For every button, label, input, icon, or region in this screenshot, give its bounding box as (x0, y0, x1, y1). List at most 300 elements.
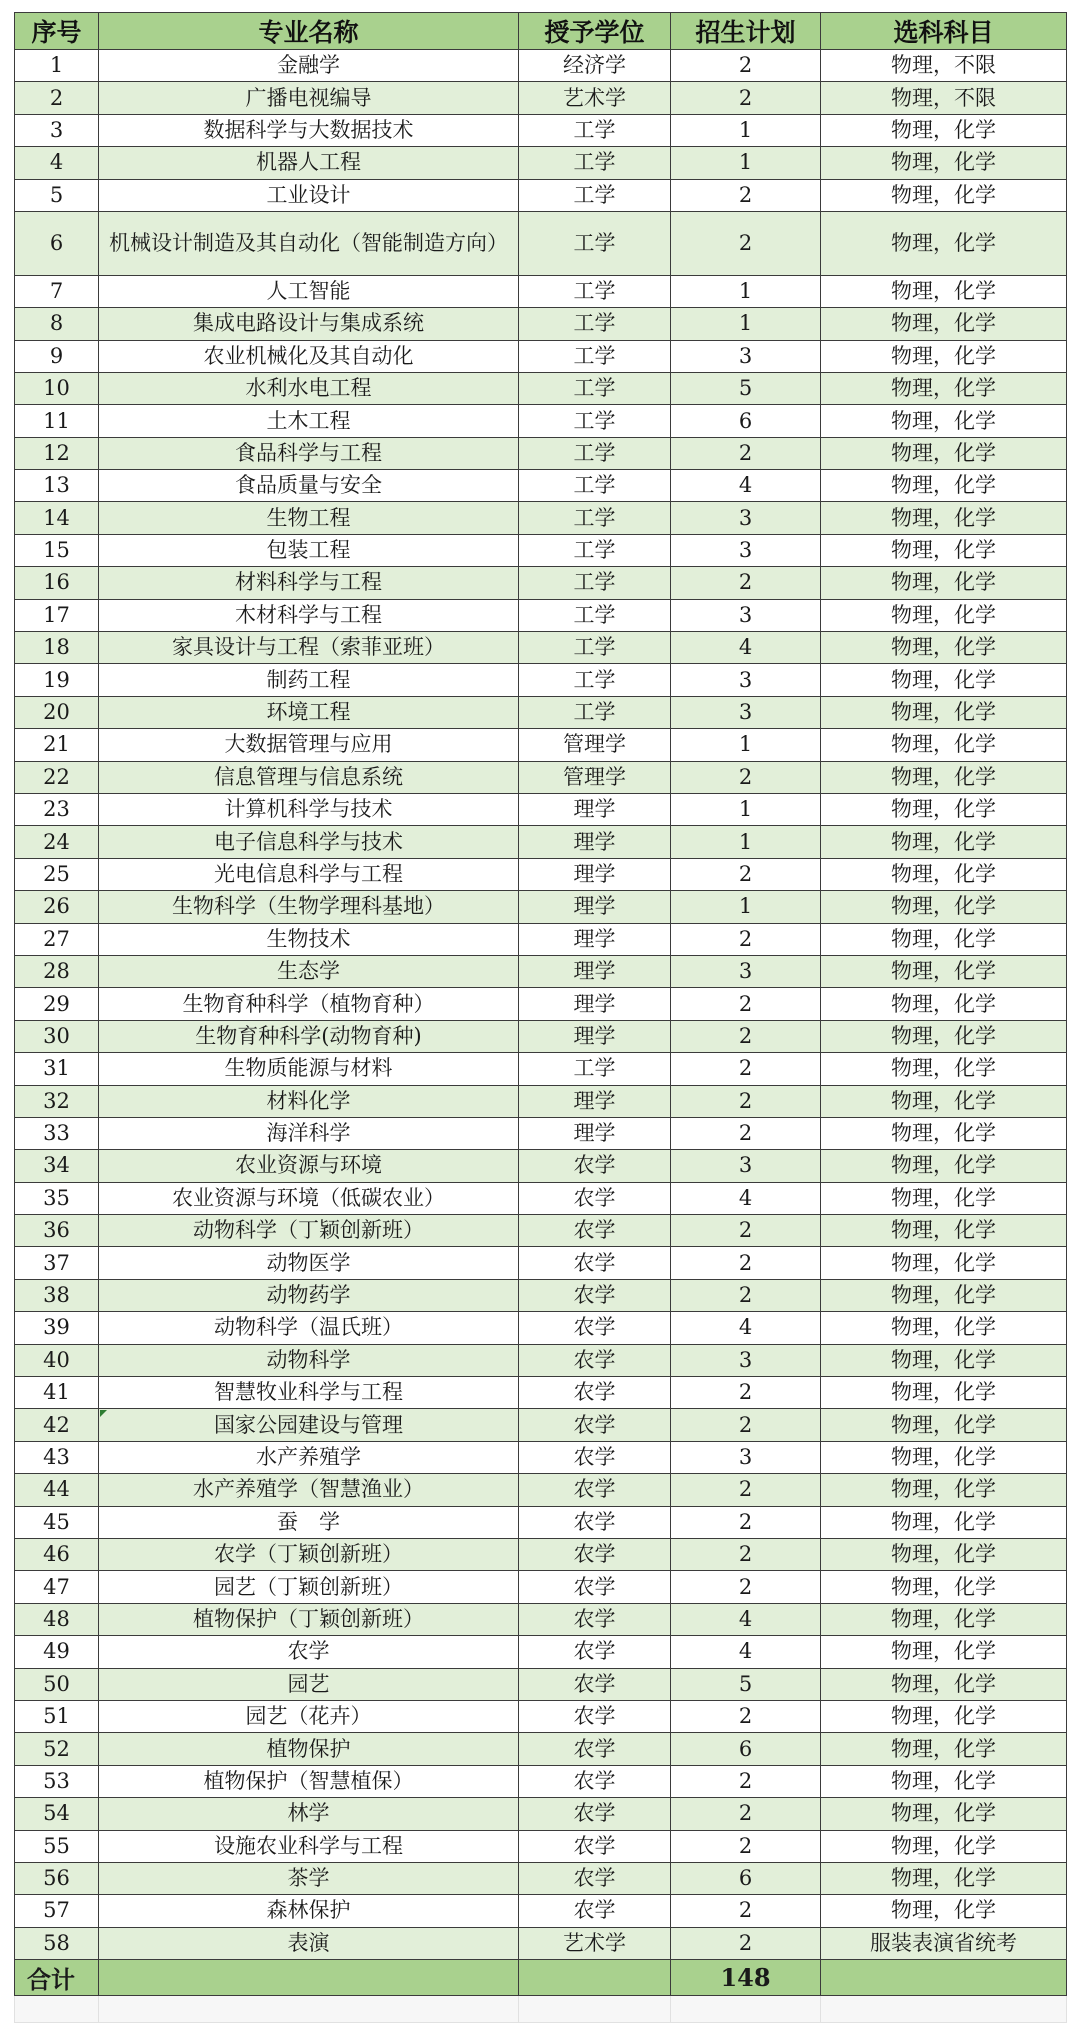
table-row (15, 1247, 1067, 1279)
enrollment-plan-cell[interactable]: 3 (671, 1150, 821, 1182)
row-number-cell[interactable]: 10 (15, 372, 99, 404)
enrollment-plan-cell[interactable]: 1 (671, 891, 821, 923)
major-name-cell[interactable]: 集成电路设计与集成系统 (99, 308, 519, 340)
subjects-cell[interactable]: 物理，化学 (821, 308, 1067, 340)
subjects-cell[interactable]: 物理，化学 (821, 534, 1067, 566)
degree-cell[interactable]: 理学 (519, 1085, 671, 1117)
major-name-cell[interactable]: 植物保护（智慧植保） (99, 1765, 519, 1797)
degree-cell[interactable]: 农学 (519, 1798, 671, 1830)
enrollment-plan-cell[interactable]: 3 (671, 1441, 821, 1473)
empty-cell[interactable] (519, 1996, 671, 2023)
row-number-cell[interactable]: 48 (15, 1603, 99, 1635)
enrollment-plan-cell[interactable]: 6 (671, 405, 821, 437)
enrollment-plan-cell[interactable]: 2 (671, 1571, 821, 1603)
enrollment-plan-cell[interactable]: 3 (671, 696, 821, 728)
major-name-cell[interactable]: 生物工程 (99, 502, 519, 534)
row-number-cell[interactable]: 36 (15, 1215, 99, 1247)
enrollment-plan-cell[interactable]: 2 (671, 1765, 821, 1797)
enrollment-plan-cell[interactable]: 1 (671, 308, 821, 340)
enrollment-plan-cell[interactable]: 2 (671, 50, 821, 82)
subjects-cell[interactable]: 物理，化学 (821, 1441, 1067, 1473)
row-number-cell[interactable]: 38 (15, 1279, 99, 1311)
row-number-cell[interactable]: 40 (15, 1344, 99, 1376)
subjects-cell[interactable]: 物理，化学 (821, 1279, 1067, 1311)
row-number-cell[interactable]: 56 (15, 1862, 99, 1894)
subjects-cell[interactable]: 物理，化学 (821, 502, 1067, 534)
subjects-cell[interactable]: 物理，化学 (821, 1247, 1067, 1279)
enrollment-plan-cell[interactable]: 3 (671, 340, 821, 372)
subjects-cell[interactable]: 物理，化学 (821, 664, 1067, 696)
row-number-cell[interactable]: 43 (15, 1441, 99, 1473)
enrollment-plan-cell[interactable]: 1 (671, 147, 821, 179)
subjects-cell[interactable]: 物理，化学 (821, 1085, 1067, 1117)
subjects-cell[interactable]: 物理，化学 (821, 1182, 1067, 1214)
subjects-cell[interactable]: 物理，化学 (821, 1020, 1067, 1052)
enrollment-plan-cell[interactable]: 3 (671, 1344, 821, 1376)
row-number-cell[interactable]: 52 (15, 1733, 99, 1765)
enrollment-plan-cell[interactable]: 1 (671, 729, 821, 761)
subjects-cell[interactable]: 物理，化学 (821, 1798, 1067, 1830)
enrollment-plan-cell[interactable]: 4 (671, 632, 821, 664)
enrollment-plan-cell[interactable]: 3 (671, 955, 821, 987)
degree-cell[interactable]: 农学 (519, 1603, 671, 1635)
enrollment-plan-cell[interactable]: 2 (671, 1215, 821, 1247)
degree-cell[interactable]: 农学 (519, 1377, 671, 1409)
enrollment-plan-cell[interactable]: 4 (671, 1636, 821, 1668)
major-name-cell[interactable]: 国家公园建设与管理 (99, 1409, 519, 1441)
major-name-cell[interactable]: 食品质量与安全 (99, 470, 519, 502)
major-name-cell[interactable]: 动物医学 (99, 1247, 519, 1279)
enrollment-plan-cell[interactable]: 2 (671, 1927, 821, 1959)
degree-cell[interactable]: 理学 (519, 826, 671, 858)
row-number-cell[interactable]: 30 (15, 1020, 99, 1052)
subjects-cell[interactable]: 物理，化学 (821, 147, 1067, 179)
subjects-cell[interactable]: 物理，化学 (821, 1895, 1067, 1927)
major-name-cell[interactable]: 植物保护（丁颖创新班） (99, 1603, 519, 1635)
row-number-cell[interactable]: 24 (15, 826, 99, 858)
degree-cell[interactable]: 农学 (519, 1668, 671, 1700)
subjects-cell[interactable]: 物理，化学 (821, 1344, 1067, 1376)
major-name-cell[interactable]: 木材科学与工程 (99, 599, 519, 631)
enrollment-plan-cell[interactable]: 2 (671, 1247, 821, 1279)
subjects-cell[interactable]: 物理，不限 (821, 82, 1067, 114)
major-name-cell[interactable]: 土木工程 (99, 405, 519, 437)
major-name-cell[interactable]: 茶学 (99, 1862, 519, 1894)
enrollment-plan-cell[interactable]: 3 (671, 599, 821, 631)
enrollment-plan-cell[interactable]: 2 (671, 988, 821, 1020)
degree-cell[interactable]: 经济学 (519, 50, 671, 82)
subjects-cell[interactable]: 物理，化学 (821, 1117, 1067, 1149)
empty-cell[interactable] (671, 1996, 821, 2023)
enrollment-plan-cell[interactable]: 4 (671, 1182, 821, 1214)
row-number-cell[interactable]: 55 (15, 1830, 99, 1862)
row-number-cell[interactable]: 34 (15, 1150, 99, 1182)
enrollment-plan-cell[interactable]: 4 (671, 1603, 821, 1635)
major-name-cell[interactable]: 植物保护 (99, 1733, 519, 1765)
row-number-cell[interactable]: 3 (15, 114, 99, 146)
enrollment-plan-cell[interactable]: 1 (671, 114, 821, 146)
enrollment-plan-cell[interactable]: 5 (671, 372, 821, 404)
degree-cell[interactable]: 农学 (519, 1538, 671, 1570)
row-number-cell[interactable]: 9 (15, 340, 99, 372)
major-name-cell[interactable]: 大数据管理与应用 (99, 729, 519, 761)
subjects-cell[interactable]: 物理，化学 (821, 923, 1067, 955)
row-number-cell[interactable]: 7 (15, 275, 99, 307)
row-number-cell[interactable]: 23 (15, 794, 99, 826)
row-number-cell[interactable]: 19 (15, 664, 99, 696)
row-number-cell[interactable]: 41 (15, 1377, 99, 1409)
degree-cell[interactable]: 工学 (519, 534, 671, 566)
major-name-cell[interactable]: 包装工程 (99, 534, 519, 566)
degree-cell[interactable]: 农学 (519, 1765, 671, 1797)
row-number-cell[interactable]: 32 (15, 1085, 99, 1117)
degree-cell[interactable]: 农学 (519, 1279, 671, 1311)
degree-cell[interactable]: 农学 (519, 1733, 671, 1765)
degree-cell[interactable]: 艺术学 (519, 82, 671, 114)
row-number-cell[interactable]: 12 (15, 437, 99, 469)
subjects-cell[interactable]: 物理，化学 (821, 1765, 1067, 1797)
row-number-cell[interactable]: 37 (15, 1247, 99, 1279)
subjects-cell[interactable]: 物理，化学 (821, 340, 1067, 372)
major-name-cell[interactable]: 动物科学（温氏班） (99, 1312, 519, 1344)
enrollment-plan-cell[interactable]: 1 (671, 275, 821, 307)
empty-cell[interactable] (15, 1996, 99, 2023)
table-row (15, 923, 1067, 955)
row-number-cell[interactable]: 26 (15, 891, 99, 923)
enrollment-plan-cell[interactable]: 2 (671, 211, 821, 275)
degree-cell[interactable]: 农学 (519, 1636, 671, 1668)
major-name-cell[interactable]: 生态学 (99, 955, 519, 987)
degree-cell[interactable]: 管理学 (519, 729, 671, 761)
row-number-cell[interactable]: 50 (15, 1668, 99, 1700)
row-number-cell[interactable]: 27 (15, 923, 99, 955)
subjects-cell[interactable]: 物理，化学 (821, 826, 1067, 858)
degree-cell[interactable]: 工学 (519, 372, 671, 404)
subjects-cell[interactable]: 物理，化学 (821, 1312, 1067, 1344)
major-name-cell[interactable]: 生物育种科学（植物育种） (99, 988, 519, 1020)
subjects-cell[interactable]: 物理，化学 (821, 372, 1067, 404)
major-name-cell[interactable]: 动物药学 (99, 1279, 519, 1311)
row-number-cell[interactable]: 8 (15, 308, 99, 340)
degree-cell[interactable]: 工学 (519, 405, 671, 437)
table-row (15, 761, 1067, 793)
row-number-cell[interactable]: 29 (15, 988, 99, 1020)
degree-cell[interactable]: 工学 (519, 147, 671, 179)
major-name-cell[interactable]: 广播电视编导 (99, 82, 519, 114)
subjects-cell[interactable]: 物理，化学 (821, 567, 1067, 599)
major-name-cell[interactable]: 水产养殖学 (99, 1441, 519, 1473)
subjects-cell[interactable]: 物理，化学 (821, 1571, 1067, 1603)
degree-cell[interactable]: 农学 (519, 1474, 671, 1506)
subjects-cell[interactable]: 物理，化学 (821, 632, 1067, 664)
row-number-cell[interactable]: 2 (15, 82, 99, 114)
major-name-cell[interactable]: 工业设计 (99, 179, 519, 211)
subjects-cell[interactable]: 服装表演省统考 (821, 1927, 1067, 1959)
major-name-cell[interactable]: 人工智能 (99, 275, 519, 307)
degree-cell[interactable]: 理学 (519, 1020, 671, 1052)
degree-cell[interactable]: 工学 (519, 437, 671, 469)
enrollment-plan-cell[interactable]: 2 (671, 1085, 821, 1117)
major-name-cell[interactable]: 海洋科学 (99, 1117, 519, 1149)
major-name-cell[interactable]: 材料化学 (99, 1085, 519, 1117)
row-number-cell[interactable]: 42 (15, 1409, 99, 1441)
subjects-cell[interactable]: 物理，化学 (821, 794, 1067, 826)
subjects-cell[interactable]: 物理，化学 (821, 1215, 1067, 1247)
empty-cell[interactable] (99, 1996, 519, 2023)
enrollment-plan-cell[interactable]: 2 (671, 1830, 821, 1862)
major-name-cell[interactable]: 林学 (99, 1798, 519, 1830)
degree-cell[interactable]: 工学 (519, 470, 671, 502)
degree-cell[interactable]: 理学 (519, 1117, 671, 1149)
subjects-cell[interactable]: 物理，化学 (821, 955, 1067, 987)
enrollment-plan-cell[interactable]: 4 (671, 1312, 821, 1344)
row-number-cell[interactable]: 25 (15, 858, 99, 890)
major-name-cell[interactable]: 园艺（丁颖创新班） (99, 1571, 519, 1603)
enrollment-plan-cell[interactable]: 2 (671, 179, 821, 211)
degree-cell[interactable]: 工学 (519, 114, 671, 146)
subjects-cell[interactable]: 物理，化学 (821, 1862, 1067, 1894)
degree-cell[interactable]: 农学 (519, 1571, 671, 1603)
enrollment-plan-cell[interactable]: 2 (671, 1474, 821, 1506)
row-number-cell[interactable]: 45 (15, 1506, 99, 1538)
major-name-cell[interactable]: 农业资源与环境（低碳农业） (99, 1182, 519, 1214)
enrollment-plan-cell[interactable]: 2 (671, 437, 821, 469)
major-name-cell[interactable]: 机器人工程 (99, 147, 519, 179)
subjects-cell[interactable]: 物理，化学 (821, 1474, 1067, 1506)
subjects-cell[interactable]: 物理，化学 (821, 179, 1067, 211)
row-number-cell[interactable]: 31 (15, 1053, 99, 1085)
major-name-cell[interactable]: 动物科学（丁颖创新班） (99, 1215, 519, 1247)
major-name-cell[interactable]: 蚕 学 (99, 1506, 519, 1538)
subjects-cell[interactable]: 物理，化学 (821, 761, 1067, 793)
degree-cell[interactable]: 工学 (519, 502, 671, 534)
major-name-cell[interactable]: 水利水电工程 (99, 372, 519, 404)
enrollment-plan-cell[interactable]: 2 (671, 82, 821, 114)
row-number-cell[interactable]: 54 (15, 1798, 99, 1830)
subjects-cell[interactable]: 物理，化学 (821, 114, 1067, 146)
row-number-cell[interactable]: 57 (15, 1895, 99, 1927)
major-name-cell[interactable]: 设施农业科学与工程 (99, 1830, 519, 1862)
degree-cell[interactable]: 工学 (519, 599, 671, 631)
row-number-cell[interactable]: 5 (15, 179, 99, 211)
major-name-cell[interactable]: 农业资源与环境 (99, 1150, 519, 1182)
major-name-cell[interactable]: 园艺 (99, 1668, 519, 1700)
degree-cell[interactable]: 工学 (519, 340, 671, 372)
degree-cell[interactable]: 农学 (519, 1215, 671, 1247)
subjects-cell[interactable]: 物理，化学 (821, 696, 1067, 728)
degree-cell[interactable]: 农学 (519, 1700, 671, 1732)
enrollment-plan-cell[interactable]: 2 (671, 1279, 821, 1311)
degree-cell[interactable]: 工学 (519, 211, 671, 275)
degree-cell[interactable]: 农学 (519, 1506, 671, 1538)
major-name-cell[interactable]: 园艺（花卉） (99, 1700, 519, 1732)
row-number-cell[interactable]: 20 (15, 696, 99, 728)
degree-cell[interactable]: 工学 (519, 632, 671, 664)
row-number-cell[interactable]: 4 (15, 147, 99, 179)
enrollment-plan-cell[interactable]: 2 (671, 1700, 821, 1732)
major-name-cell[interactable]: 金融学 (99, 50, 519, 82)
degree-cell[interactable]: 工学 (519, 1053, 671, 1085)
subjects-cell[interactable]: 物理，化学 (821, 1733, 1067, 1765)
subjects-cell[interactable]: 物理，化学 (821, 599, 1067, 631)
enrollment-plan-cell[interactable]: 1 (671, 794, 821, 826)
subjects-cell[interactable]: 物理，化学 (821, 1603, 1067, 1635)
row-number-cell[interactable]: 6 (15, 211, 99, 275)
row-number-cell[interactable]: 51 (15, 1700, 99, 1732)
degree-cell[interactable]: 艺术学 (519, 1927, 671, 1959)
major-name-cell[interactable]: 生物质能源与材料 (99, 1053, 519, 1085)
enrollment-plan-cell[interactable]: 4 (671, 470, 821, 502)
row-number-cell[interactable]: 58 (15, 1927, 99, 1959)
subjects-cell[interactable]: 物理，化学 (821, 1150, 1067, 1182)
major-name-cell[interactable]: 表演 (99, 1927, 519, 1959)
major-name-cell[interactable]: 制药工程 (99, 664, 519, 696)
subjects-cell[interactable]: 物理，化学 (821, 1506, 1067, 1538)
major-name-cell[interactable]: 计算机科学与技术 (99, 794, 519, 826)
degree-cell[interactable]: 农学 (519, 1830, 671, 1862)
enrollment-plan-cell[interactable]: 2 (671, 1117, 821, 1149)
row-number-cell[interactable]: 49 (15, 1636, 99, 1668)
subjects-cell[interactable]: 物理，化学 (821, 729, 1067, 761)
row-number-cell[interactable]: 28 (15, 955, 99, 987)
row-number-cell[interactable]: 11 (15, 405, 99, 437)
subjects-cell[interactable]: 物理，化学 (821, 1538, 1067, 1570)
major-name-cell[interactable]: 数据科学与大数据技术 (99, 114, 519, 146)
row-number-cell[interactable]: 33 (15, 1117, 99, 1149)
major-name-cell[interactable]: 生物育种科学(动物育种) (99, 1020, 519, 1052)
enrollment-plan-cell[interactable]: 2 (671, 1895, 821, 1927)
subjects-cell[interactable]: 物理，化学 (821, 891, 1067, 923)
degree-cell[interactable]: 理学 (519, 891, 671, 923)
enrollment-plan-cell[interactable]: 2 (671, 1798, 821, 1830)
enrollment-plan-cell[interactable]: 2 (671, 1377, 821, 1409)
empty-cell[interactable] (821, 1996, 1067, 2023)
degree-cell[interactable]: 工学 (519, 308, 671, 340)
major-name-cell[interactable]: 环境工程 (99, 696, 519, 728)
major-name-cell[interactable]: 动物科学 (99, 1344, 519, 1376)
degree-cell[interactable]: 农学 (519, 1344, 671, 1376)
degree-cell[interactable]: 理学 (519, 858, 671, 890)
row-number-cell[interactable]: 22 (15, 761, 99, 793)
row-number-cell[interactable]: 15 (15, 534, 99, 566)
enrollment-plan-cell[interactable]: 5 (671, 1668, 821, 1700)
table-row (15, 1182, 1067, 1214)
major-name-cell[interactable]: 水产养殖学（智慧渔业） (99, 1474, 519, 1506)
enrollment-plan-cell[interactable]: 2 (671, 1506, 821, 1538)
row-number-cell[interactable]: 1 (15, 50, 99, 82)
enrollment-plan-cell[interactable]: 2 (671, 1409, 821, 1441)
major-name-cell[interactable]: 森林保护 (99, 1895, 519, 1927)
subjects-cell[interactable]: 物理，化学 (821, 405, 1067, 437)
enrollment-plan-cell[interactable]: 3 (671, 534, 821, 566)
degree-cell[interactable]: 农学 (519, 1247, 671, 1279)
enrollment-plan-cell[interactable]: 6 (671, 1862, 821, 1894)
enrollment-plan-cell[interactable]: 3 (671, 664, 821, 696)
degree-cell[interactable]: 工学 (519, 275, 671, 307)
subjects-cell[interactable]: 物理，化学 (821, 437, 1067, 469)
row-number-cell[interactable]: 35 (15, 1182, 99, 1214)
subjects-cell[interactable]: 物理，化学 (821, 275, 1067, 307)
row-number-cell[interactable]: 16 (15, 567, 99, 599)
enrollment-plan-cell[interactable]: 2 (671, 1538, 821, 1570)
subjects-cell[interactable]: 物理，化学 (821, 470, 1067, 502)
degree-cell[interactable]: 农学 (519, 1862, 671, 1894)
subjects-cell[interactable]: 物理，化学 (821, 1830, 1067, 1862)
row-number-cell[interactable]: 18 (15, 632, 99, 664)
degree-cell[interactable]: 理学 (519, 988, 671, 1020)
subjects-cell[interactable]: 物理，化学 (821, 1053, 1067, 1085)
major-name-cell[interactable]: 农学（丁颖创新班） (99, 1538, 519, 1570)
major-name-cell[interactable]: 生物技术 (99, 923, 519, 955)
subjects-cell[interactable]: 物理，化学 (821, 858, 1067, 890)
total-row (15, 1960, 1067, 1996)
degree-cell[interactable]: 农学 (519, 1409, 671, 1441)
degree-cell[interactable]: 理学 (519, 794, 671, 826)
enrollment-plan-cell[interactable]: 2 (671, 1020, 821, 1052)
subjects-cell[interactable]: 物理，化学 (821, 1668, 1067, 1700)
subjects-cell[interactable]: 物理，化学 (821, 1409, 1067, 1441)
degree-cell[interactable]: 工学 (519, 179, 671, 211)
row-number-cell[interactable]: 14 (15, 502, 99, 534)
major-name-cell[interactable]: 光电信息科学与工程 (99, 858, 519, 890)
degree-cell[interactable]: 工学 (519, 696, 671, 728)
row-number-cell[interactable]: 21 (15, 729, 99, 761)
enrollment-plan-cell[interactable]: 2 (671, 567, 821, 599)
enrollment-plan-cell[interactable]: 2 (671, 858, 821, 890)
subjects-cell[interactable]: 物理，化学 (821, 1377, 1067, 1409)
degree-cell[interactable]: 农学 (519, 1441, 671, 1473)
row-number-cell[interactable]: 53 (15, 1765, 99, 1797)
major-name-cell[interactable]: 机械设计制造及其自动化（智能制造方向） (99, 211, 519, 275)
major-name-cell[interactable]: 食品科学与工程 (99, 437, 519, 469)
subjects-cell[interactable]: 物理，化学 (821, 211, 1067, 275)
major-name-cell[interactable]: 信息管理与信息系统 (99, 761, 519, 793)
degree-cell[interactable]: 理学 (519, 955, 671, 987)
degree-cell[interactable]: 农学 (519, 1895, 671, 1927)
degree-cell[interactable]: 工学 (519, 664, 671, 696)
subjects-cell[interactable]: 物理，化学 (821, 1700, 1067, 1732)
subjects-cell[interactable]: 物理，化学 (821, 1636, 1067, 1668)
enrollment-plan-cell[interactable]: 2 (671, 761, 821, 793)
enrollment-plan-cell[interactable]: 2 (671, 923, 821, 955)
enrollment-plan-cell[interactable]: 2 (671, 1053, 821, 1085)
row-number-cell[interactable]: 47 (15, 1571, 99, 1603)
enrollment-plan-cell[interactable]: 3 (671, 502, 821, 534)
row-number-cell[interactable]: 13 (15, 470, 99, 502)
subjects-cell[interactable]: 物理，不限 (821, 50, 1067, 82)
degree-cell[interactable]: 农学 (519, 1150, 671, 1182)
enrollment-plan-cell[interactable]: 1 (671, 826, 821, 858)
subjects-cell[interactable]: 物理，化学 (821, 988, 1067, 1020)
row-number-cell[interactable]: 17 (15, 599, 99, 631)
major-name-cell[interactable]: 智慧牧业科学与工程 (99, 1377, 519, 1409)
major-name-cell[interactable]: 生物科学（生物学理科基地） (99, 891, 519, 923)
row-number-cell[interactable]: 46 (15, 1538, 99, 1570)
major-name-cell[interactable]: 农业机械化及其自动化 (99, 340, 519, 372)
degree-cell[interactable]: 农学 (519, 1312, 671, 1344)
major-name-cell[interactable]: 电子信息科学与技术 (99, 826, 519, 858)
degree-cell[interactable]: 工学 (519, 567, 671, 599)
row-number-cell[interactable]: 39 (15, 1312, 99, 1344)
degree-cell[interactable]: 管理学 (519, 761, 671, 793)
major-name-cell[interactable]: 家具设计与工程（索菲亚班） (99, 632, 519, 664)
row-number-cell[interactable]: 44 (15, 1474, 99, 1506)
degree-cell[interactable]: 农学 (519, 1182, 671, 1214)
enrollment-plan-cell[interactable]: 6 (671, 1733, 821, 1765)
major-name-cell[interactable]: 材料科学与工程 (99, 567, 519, 599)
major-name-cell[interactable]: 农学 (99, 1636, 519, 1668)
degree-cell[interactable]: 理学 (519, 923, 671, 955)
